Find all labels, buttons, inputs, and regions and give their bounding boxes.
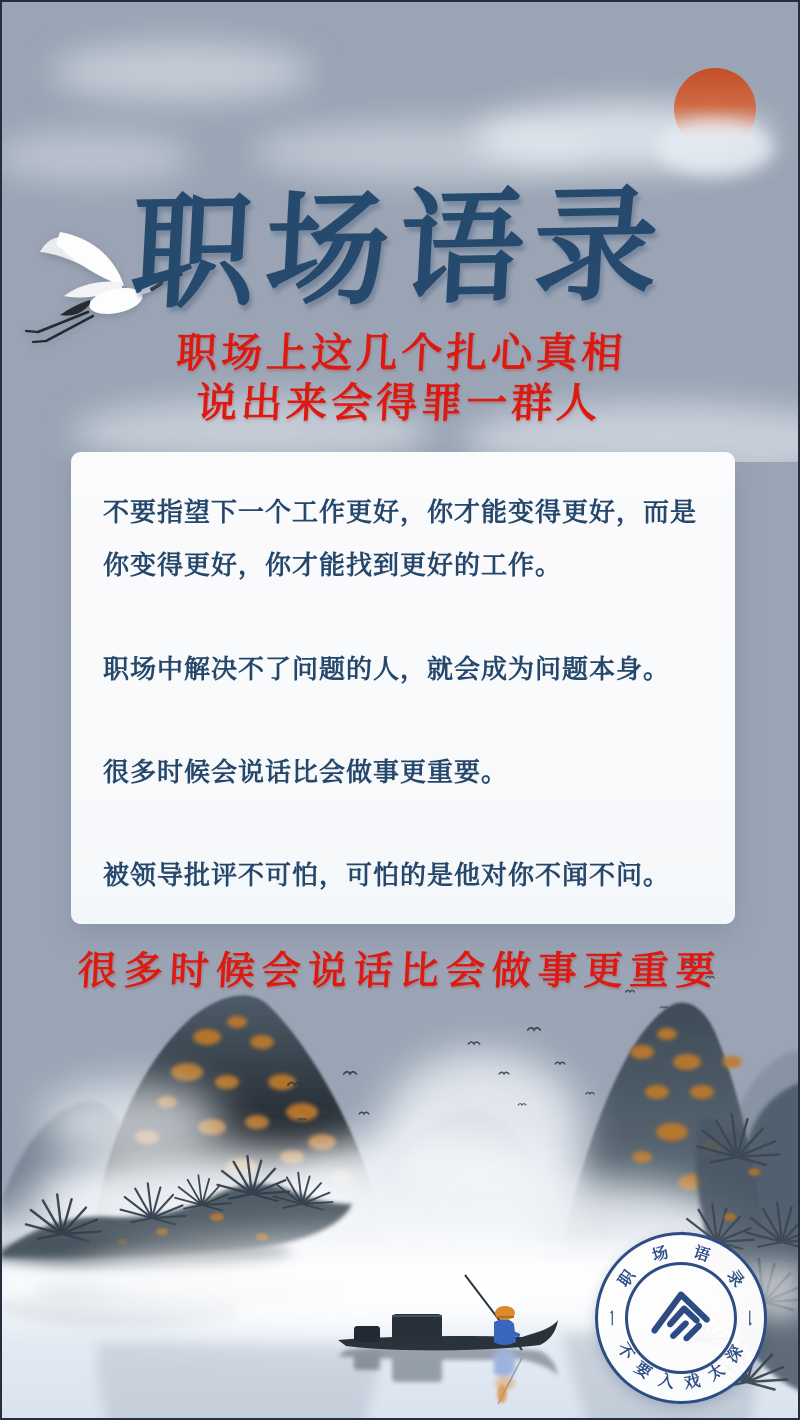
seal-char: 戏 bbox=[683, 1372, 702, 1393]
seal-char: 语 bbox=[691, 1244, 712, 1266]
seal-dash: 一 bbox=[739, 1309, 756, 1326]
quote-text-2: 职场中解决不了问题的人，就会成为问题本身。 bbox=[103, 654, 671, 684]
quote-text-4: 被领导批评不可怕，可怕的是他对你不闻不问。 bbox=[103, 861, 671, 891]
subtitle-line-1: 职场上这几个扎心真相 bbox=[175, 330, 628, 376]
poster-title: 职场语录 bbox=[127, 177, 672, 324]
poster-subtitle bbox=[0, 328, 800, 428]
seal-char: 太 bbox=[705, 1361, 729, 1385]
highlight-quote: 很多时候会说话比会做事更重要 bbox=[76, 950, 723, 993]
seal-char: 要 bbox=[631, 1359, 654, 1383]
seal-char: 录 bbox=[723, 1267, 747, 1291]
quote-text-3: 很多时候会说话比会做事更重要。 bbox=[103, 757, 509, 787]
quote-card bbox=[71, 452, 735, 924]
seal-char: 场 bbox=[650, 1244, 671, 1266]
quote-text-1: 不要指望下一个工作更好，你才能变得更好，而是你变得更好，你才能找到更好的工作。 bbox=[103, 498, 698, 581]
seal-char: 深 bbox=[723, 1343, 747, 1367]
seal-inner-ring bbox=[625, 1262, 737, 1374]
seal-char: 不 bbox=[613, 1340, 637, 1363]
seal-dash: 一 bbox=[606, 1310, 623, 1327]
seal-char: 职 bbox=[615, 1267, 639, 1291]
seal-stamp bbox=[595, 1232, 767, 1404]
subtitle-line-2: 说出来会得罪一群人 bbox=[194, 380, 603, 427]
seal-char: 入 bbox=[656, 1371, 676, 1392]
seal-logo-icon bbox=[642, 1279, 720, 1357]
